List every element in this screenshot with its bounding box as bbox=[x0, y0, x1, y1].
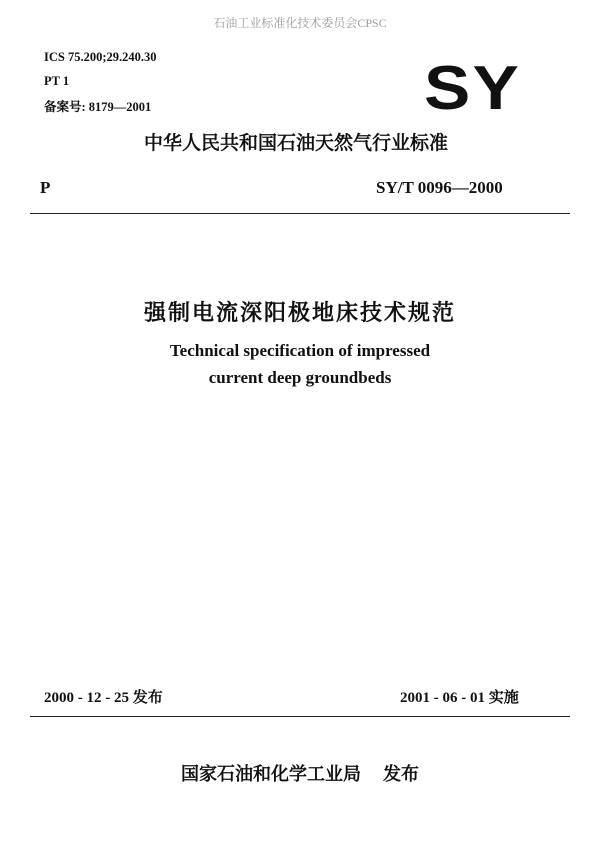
ics-code: ICS 75.200;29.240.30 bbox=[44, 50, 157, 64]
pt-code: PT 1 bbox=[44, 74, 70, 88]
standard-number: SY/T 0096—2000 bbox=[376, 178, 503, 197]
industry-standard-title: 中华人民共和国石油天然气行业标准 bbox=[144, 132, 449, 154]
classification-letter: P bbox=[40, 178, 51, 197]
document-title-chinese: 强制电流深阳极地床技术规范 bbox=[143, 301, 456, 326]
publisher-name: 国家石油和化学工业局 bbox=[181, 764, 361, 785]
sy-logo: SY bbox=[424, 54, 522, 123]
issue-date: 2000 - 12 - 25 发布 bbox=[44, 690, 163, 706]
record-number: 备案号: 8179—2001 bbox=[44, 100, 152, 114]
document-title-english-line1: Technical specification of impressed bbox=[169, 341, 431, 360]
implementation-date: 2001 - 06 - 01 实施 bbox=[400, 690, 519, 706]
bottom-divider bbox=[30, 716, 570, 717]
document-title-english-line2: current deep groundbeds bbox=[208, 368, 392, 387]
top-divider bbox=[30, 213, 570, 214]
publisher-verb: 发布 bbox=[383, 764, 419, 785]
watermark-text: 石油工业标准化技术委员会CPSC bbox=[213, 16, 387, 30]
publisher-line bbox=[0, 760, 600, 786]
